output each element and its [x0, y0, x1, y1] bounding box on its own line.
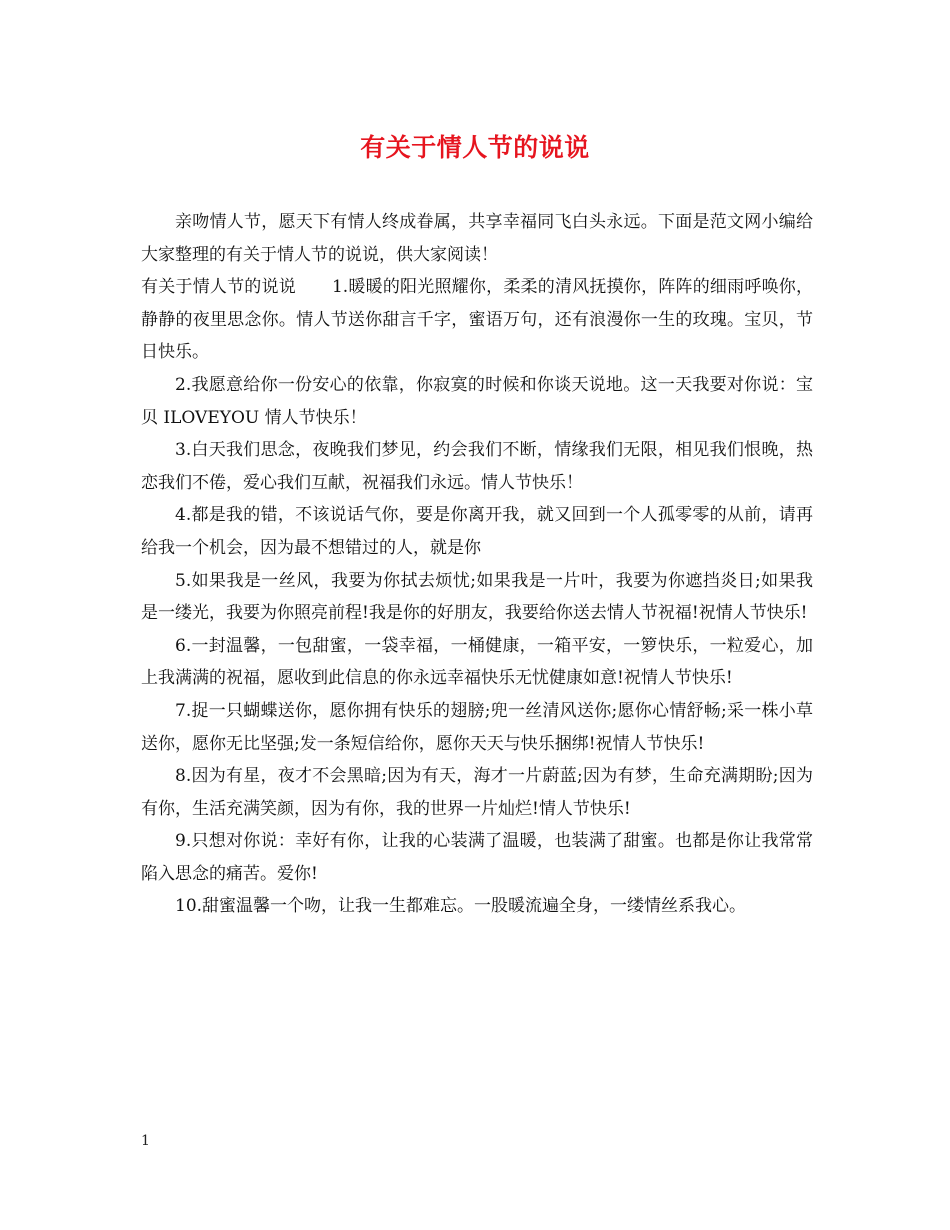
document-title: 有关于情人节的说说 [360, 133, 590, 162]
list-item: 10.甜蜜温馨一个吻，让我一生都难忘。一股暖流遍全身，一缕情丝系我心。 [175, 896, 747, 917]
section-paragraph-1 [141, 271, 813, 369]
list-item: 4.都是我的错，不该说话气你，要是你离开我，就又回到一个人孤零零的从前，请再给我一个机会，因为最不想错过的人，就是你 [141, 505, 813, 558]
list-item: 9.只想对你说：幸好有你，让我的心装满了温暖，也装满了甜蜜。也都是你让我常常陷入思念的痛苦。爱你! [141, 831, 813, 884]
list-item: 1.暖暖的阳光照耀你，柔柔的清风抚摸你，阵阵的细雨呼唤你，静静的夜里思念你。情人节送你甜言千字，蜜语万句，还有浪漫你一生的玫瑰。宝贝，节日快乐。 [141, 277, 814, 363]
section-heading: 有关于情人节的说说 [141, 277, 296, 298]
list-item: 3.白天我们思念，夜晚我们梦见，约会我们不断，情缘我们无限，相见我们恨晚，热恋我们不倦，爱心我们互献，祝福我们永远。情人节快乐！ [141, 440, 813, 493]
list-item: 5.如果我是一丝风，我要为你拭去烦忧;如果我是一片叶，我要为你遮挡炎日;如果我是一缕光，我要为你照亮前程!我是你的好朋友，我要给你送去情人节祝福!祝情人节快乐! [141, 570, 813, 624]
list-item: 8.因为有星，夜才不会黑暗;因为有天，海才一片蔚蓝;因为有梦，生命充满期盼;因为有你，生活充满笑颜，因为有你，我的世界一片灿烂!情人节快乐! [141, 766, 813, 819]
page-number: 1 [141, 1133, 150, 1149]
list-item: 7.捉一只蝴蝶送你，愿你拥有快乐的翅膀;兜一丝清风送你;愿你心情舒畅;采一株小草送你，愿你无比坚强;发一条短信给你，愿你天天与快乐捆绑!祝情人节快乐! [141, 700, 813, 754]
document-body [141, 206, 813, 923]
list-item: 2.我愿意给你一份安心的依靠，你寂寞的时候和你谈天说地。这一天我要对你说：宝贝 ILOVEYOU 情人节快乐！ [141, 374, 813, 428]
list-item: 6.一封温馨，一包甜蜜，一袋幸福，一桶健康，一箱平安，一箩快乐，一粒爱心，加上我满满的祝福，愿收到此信息的你永远幸福快乐无忧健康如意!祝情人节快乐! [141, 635, 813, 689]
intro-paragraph: 亲吻情人节，愿天下有情人终成眷属，共享幸福同飞白头永远。下面是范文网小编给大家整理的有关于情人节的说说，供大家阅读！ [141, 212, 813, 265]
